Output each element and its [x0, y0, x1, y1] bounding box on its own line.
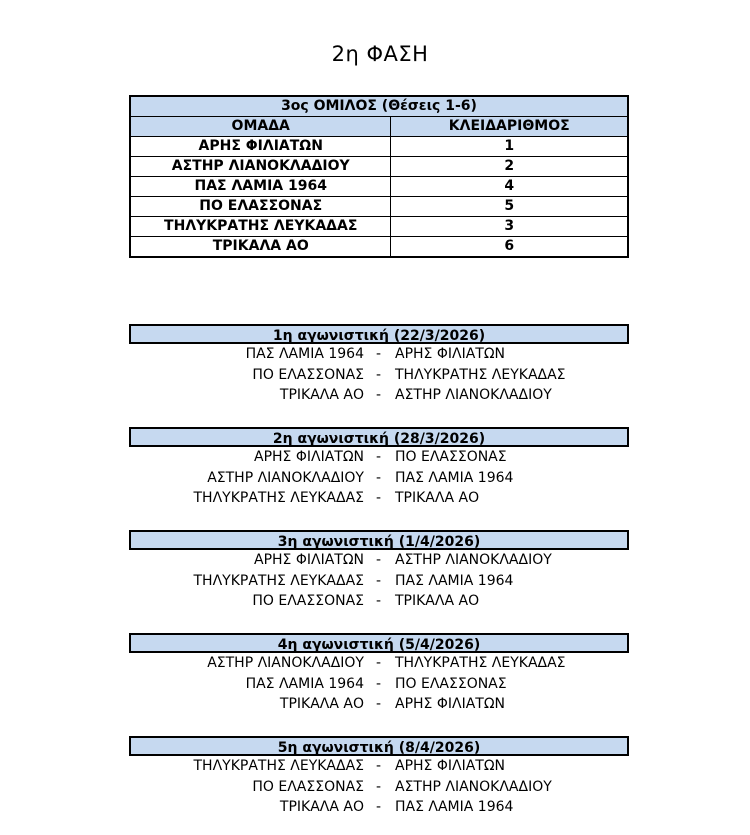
- match-separator: -: [376, 449, 382, 465]
- round-2: [129, 427, 629, 509]
- away-team: ΠΑΣ ΛΑΜΙΑ 1964: [395, 799, 514, 816]
- team-name: ΤΡΙΚΑΛΑ ΑΟ: [130, 237, 391, 258]
- away-team: ΠΑΣ ΛΑΜΙΑ 1964: [395, 572, 514, 589]
- round-header: 2η αγωνιστική (28/3/2026): [129, 427, 629, 447]
- match-separator: -: [376, 675, 382, 692]
- match-row: [129, 653, 629, 674]
- page-title: 2η ΦΑΣΗ: [331, 42, 429, 66]
- match-row: [129, 385, 629, 406]
- away-team: ΑΣΤΗΡ ΛΙΑΝΟΚΛΑΔΙΟΥ: [395, 552, 552, 568]
- team-name: ΑΡΗΣ ΦΙΛΙΑΤΩΝ: [130, 137, 391, 157]
- home-team: ΤΗΛΥΚΡΑΤΗΣ ΛΕΥΚΑΔΑΣ: [193, 490, 364, 507]
- home-team: ΤΡΙΚΑΛΑ ΑΟ: [279, 696, 364, 713]
- away-team: ΑΡΗΣ ΦΙΛΙΑΤΩΝ: [395, 346, 505, 362]
- team-name: ΤΗΛΥΚΡΑΤΗΣ ΛΕΥΚΑΔΑΣ: [130, 217, 391, 237]
- match-row: [129, 550, 629, 571]
- home-team: ΤΡΙΚΑΛΑ ΑΟ: [279, 799, 364, 816]
- home-team: ΤΗΛΥΚΡΑΤΗΣ ΛΕΥΚΑΔΑΣ: [193, 758, 364, 774]
- match-separator: -: [376, 778, 382, 795]
- match-separator: -: [376, 799, 382, 816]
- match-row: [129, 591, 629, 612]
- away-team: ΑΡΗΣ ΦΙΛΙΑΤΩΝ: [395, 696, 505, 713]
- home-team: ΤΡΙΚΑΛΑ ΑΟ: [279, 387, 364, 404]
- home-team: ΑΣΤΗΡ ΛΙΑΝΟΚΛΑΔΙΟΥ: [207, 655, 364, 671]
- match-separator: -: [376, 758, 382, 774]
- match-row: [129, 756, 629, 777]
- match-row: [129, 447, 629, 468]
- away-team: ΠΟ ΕΛΑΣΣΟΝΑΣ: [395, 449, 507, 465]
- match-row: [129, 571, 629, 592]
- table-row: [130, 237, 628, 258]
- group-table: [129, 95, 629, 258]
- away-team: ΠΑΣ ΛΑΜΙΑ 1964: [395, 469, 514, 486]
- away-team: ΤΡΙΚΑΛΑ ΑΟ: [395, 490, 480, 507]
- match-row: [129, 488, 629, 509]
- team-key: 2: [391, 157, 628, 177]
- team-key: 4: [391, 177, 628, 197]
- round-header: 5η αγωνιστική (8/4/2026): [129, 736, 629, 756]
- match-separator: -: [376, 552, 382, 568]
- round-header: 4η αγωνιστική (5/4/2026): [129, 633, 629, 653]
- match-separator: -: [376, 490, 382, 507]
- away-team: ΤΡΙΚΑΛΑ ΑΟ: [395, 593, 480, 610]
- team-name: ΑΣΤΗΡ ΛΙΑΝΟΚΛΑΔΙΟΥ: [130, 157, 391, 177]
- round-4: [129, 633, 629, 715]
- match-separator: -: [376, 696, 382, 713]
- away-team: ΑΣΤΗΡ ΛΙΑΝΟΚΛΑΔΙΟΥ: [395, 387, 552, 404]
- team-key: 3: [391, 217, 628, 237]
- home-team: ΠΟ ΕΛΑΣΣΟΝΑΣ: [252, 593, 364, 610]
- table-row: [130, 157, 628, 177]
- group-column-headers: [130, 117, 628, 137]
- away-team: ΑΣΤΗΡ ΛΙΑΝΟΚΛΑΔΙΟΥ: [395, 778, 552, 795]
- match-separator: -: [376, 655, 382, 671]
- match-row: [129, 777, 629, 798]
- team-key: 6: [391, 237, 628, 258]
- round-1: [129, 324, 629, 406]
- team-key: 5: [391, 197, 628, 217]
- home-team: ΑΡΗΣ ΦΙΛΙΑΤΩΝ: [254, 449, 364, 465]
- away-team: ΑΡΗΣ ΦΙΛΙΑΤΩΝ: [395, 758, 505, 774]
- group-title-row: [130, 96, 628, 117]
- match-row: [129, 365, 629, 386]
- round-3: [129, 530, 629, 612]
- table-row: [130, 197, 628, 217]
- match-row: [129, 694, 629, 715]
- away-team: ΤΗΛΥΚΡΑΤΗΣ ΛΕΥΚΑΔΑΣ: [395, 655, 566, 671]
- round-header: 1η αγωνιστική (22/3/2026): [129, 324, 629, 344]
- home-team: ΠΟ ΕΛΑΣΣΟΝΑΣ: [252, 366, 364, 383]
- round-5: [129, 736, 629, 818]
- away-team: ΤΗΛΥΚΡΑΤΗΣ ΛΕΥΚΑΔΑΣ: [395, 366, 566, 383]
- match-row: [129, 468, 629, 489]
- home-team: ΑΡΗΣ ΦΙΛΙΑΤΩΝ: [254, 552, 364, 568]
- table-row: [130, 177, 628, 197]
- column-header-team: ΟΜΑΔΑ: [130, 117, 391, 137]
- round-header: 3η αγωνιστική (1/4/2026): [129, 530, 629, 550]
- match-separator: -: [376, 469, 382, 486]
- home-team: ΠΟ ΕΛΑΣΣΟΝΑΣ: [252, 778, 364, 795]
- home-team: ΠΑΣ ΛΑΜΙΑ 1964: [245, 346, 364, 362]
- match-separator: -: [376, 346, 382, 362]
- group-title: 3ος ΟΜΙΛΟΣ (Θέσεις 1-6): [130, 96, 628, 117]
- away-team: ΠΟ ΕΛΑΣΣΟΝΑΣ: [395, 675, 507, 692]
- match-row: [129, 674, 629, 695]
- match-separator: -: [376, 366, 382, 383]
- match-row: [129, 344, 629, 365]
- match-separator: -: [376, 593, 382, 610]
- table-row: [130, 137, 628, 157]
- team-key: 1: [391, 137, 628, 157]
- match-separator: -: [376, 387, 382, 404]
- table-row: [130, 217, 628, 237]
- team-name: ΠΑΣ ΛΑΜΙΑ 1964: [130, 177, 391, 197]
- home-team: ΑΣΤΗΡ ΛΙΑΝΟΚΛΑΔΙΟΥ: [207, 469, 364, 486]
- column-header-key: ΚΛΕΙΔΑΡΙΘΜΟΣ: [391, 117, 628, 137]
- match-row: [129, 797, 629, 818]
- match-separator: -: [376, 572, 382, 589]
- home-team: ΠΑΣ ΛΑΜΙΑ 1964: [245, 675, 364, 692]
- team-name: ΠΟ ΕΛΑΣΣΟΝΑΣ: [130, 197, 391, 217]
- home-team: ΤΗΛΥΚΡΑΤΗΣ ΛΕΥΚΑΔΑΣ: [193, 572, 364, 589]
